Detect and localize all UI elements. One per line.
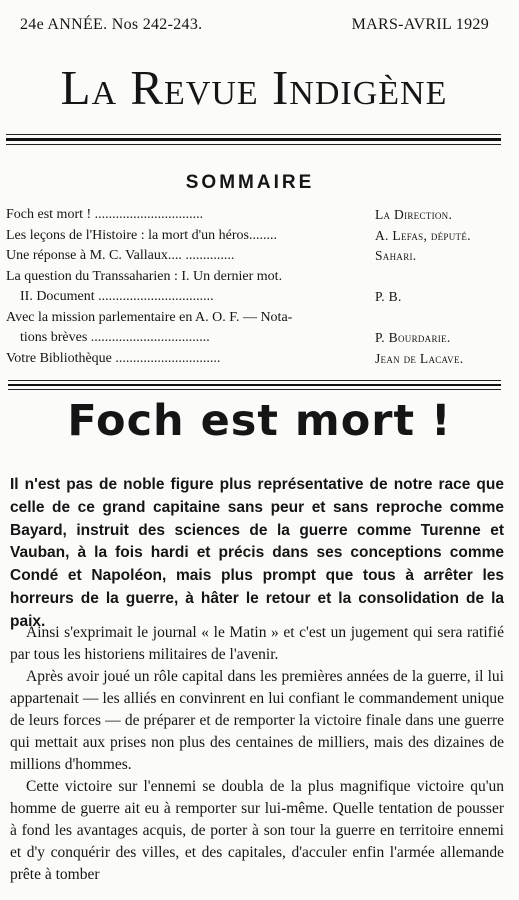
- contents-entry: [6, 328, 504, 349]
- contents-entry: [6, 287, 504, 308]
- divider-rule: [6, 138, 501, 141]
- body-paragraph: Ainsi s'exprimait le journal « le Matin » et c'est un jugement qui sera ratifié par tous les historiens militaires de l'avenir.: [10, 624, 504, 663]
- contents-entry: [6, 308, 504, 329]
- article-lead: [10, 474, 504, 634]
- entry-title: tions brèves ..................................: [20, 330, 210, 345]
- lead-paragraph: Il n'est pas de noble figure plus représentative de notre race que celle de ce grand capitaine sans peur et sans reproche comme Bayard, instruit des sciences de la guerre comme Turenne et Vauban, à la fois hardi et précis dans ses conceptions comme Condé et Napoléon, mais plus prompt que tous à arrêter les horreurs de la guerre, à hâter le retour et la consolidation de la paix.: [10, 476, 504, 630]
- issue-number: 24e ANNÉE. Nos 242-243.: [20, 16, 203, 33]
- entry-title: Foch est mort ! ...............................: [6, 207, 204, 222]
- contents-entry: [6, 349, 504, 370]
- divider-rule: [6, 134, 501, 135]
- divider-rule: [8, 384, 501, 386]
- entry-title: Les leçons de l'Histoire : la mort d'un héros........: [6, 227, 277, 243]
- divider-rule: [6, 144, 501, 145]
- entry-author: P. Bourdarie.: [375, 330, 451, 345]
- divider-rule: [8, 389, 501, 390]
- entry-author: Jean de Lacave.: [375, 350, 464, 366]
- contents-entry: [6, 226, 504, 247]
- entry-title: II. Document .................................: [20, 289, 214, 304]
- entry-title: Avec la mission parlementaire en A. O. F. — Nota-: [6, 309, 293, 325]
- entry-author: P. B.: [375, 289, 402, 304]
- entry-title: Votre Bibliothèque ..............................: [6, 350, 221, 366]
- journal-title: La Revue Indigène: [60, 60, 448, 115]
- entry-author: Sahari.: [375, 248, 417, 263]
- divider-rule: [8, 380, 501, 381]
- contents-entry: [6, 246, 504, 267]
- article-body: [10, 622, 504, 886]
- issue-header: [8, 16, 489, 38]
- entry-author: La Direction.: [375, 207, 453, 222]
- table-of-contents: [6, 205, 504, 369]
- body-paragraph: Après avoir joué un rôle capital dans les premières années de la guerre, il lui appartenait — les alliés en convinrent en lui confiant le commandement unique de leurs forces — de préparer et de remporter la victoire finale dans une guerre qui mettait aux prises non plus des centaines de milliers, mais des dizaines de millions d'hommes.: [10, 668, 504, 773]
- contents-entry: [6, 267, 504, 288]
- entry-title: Une réponse à M. C. Vallaux.... ..............: [6, 248, 235, 263]
- article-headline: Foch est mort !: [67, 396, 452, 446]
- entry-author: A. Lefas, député.: [375, 227, 471, 243]
- entry-title: La question du Transsaharien : I. Un dernier mot.: [6, 268, 283, 284]
- body-paragraph: Cette victoire sur l'ennemi se doubla de la plus magnifique victoire qu'un homme de guerre ait eu à remporter sur lui-même. Quelle tentation de pousser à fond les avantages acquis, de porter à son tour la guerre en territoire ennemi et d'y conquérir des villes, et des capitales, d'acculer enfin l'armée allemande prête à tomber: [10, 778, 504, 883]
- contents-title: SOMMAIRE: [185, 172, 315, 193]
- contents-entry: [6, 205, 504, 226]
- issue-date: MARS-AVRIL 1929: [351, 16, 489, 33]
